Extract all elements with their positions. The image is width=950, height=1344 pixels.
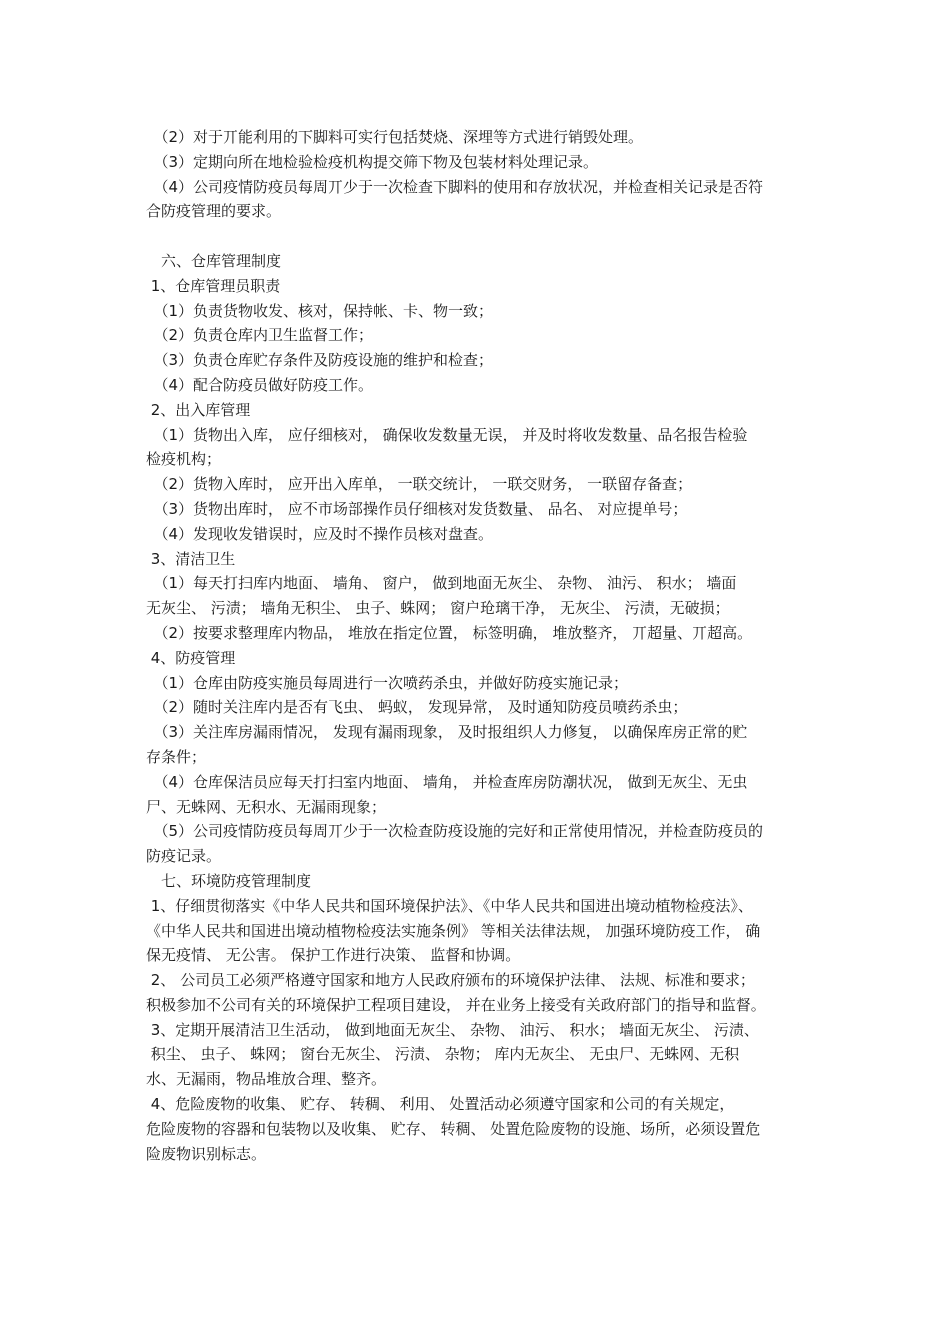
text-line: 防疫记录。 [146, 847, 222, 866]
text-line: 尸、无蛛网、无积水、无漏雨现象； [146, 797, 387, 816]
text-line: 积极参加不公司有关的环境保护工程项目建设， 并在业务上接受有关政府部门的指导和监督。 [146, 995, 766, 1014]
text-line: 4、危险废物的收集、 贮存、 转稠、 利用、 处置活动必须遵守国家和公司的有关规定， [146, 1095, 735, 1114]
section-heading: 七、环境防疫管理制度 [146, 871, 312, 890]
text-line: 检疫机构； [146, 450, 222, 469]
text-line: （2）货物入库时， 应开出入库单， 一联交统计， 一联交财务， 一联留存备查； [146, 475, 693, 494]
text-line: 险废物识别标志。 [146, 1144, 267, 1163]
text-line: 1、仔细贯彻落实《中华人民共和国环境保护法》、《中华人民共和国进出境动植物检疫法》、 [146, 896, 753, 915]
text-line: （3）货物出库时， 应不市场部操作员仔细核对发货数量、 品名、 对应提单号； [146, 499, 688, 518]
text-line: 3、定期开展清洁卫生活动， 做到地面无灰尘、 杂物、 油污、 积水； 墙面无灰尘、 污渍、 [146, 1020, 759, 1039]
subsection-heading: 1、仓库管理员职责 [146, 276, 281, 295]
subsection-heading: 4、防疫管理 [146, 648, 236, 667]
text-line: 合防疫管理的要求。 [146, 202, 282, 221]
text-line: 水、无漏雨，物品堆放合理、整齐。 [146, 1070, 387, 1089]
text-line: （1）每天打扫库内地面、 墙角、 窗户， 做到地面无灰尘、 杂物、 油污、 积水； 墙面 [146, 574, 737, 593]
document-body [146, 125, 816, 1166]
text-line: （3）负责仓库贮存条件及防疫设施的维护和检查； [146, 351, 494, 370]
text-line: 《中华人民共和国进出境动植物检疫法实施条例》 等相关法律法规， 加强环境防疫工作， 确 [146, 921, 761, 940]
text-line: （4）发现收发错误时，应及时不操作员核对盘查。 [146, 524, 494, 543]
text-line: （3）关注库房漏雨情况， 发现有漏雨现象， 及时报组织人力修复， 以确保库房正常的贮 [146, 723, 748, 742]
paragraph-gap [146, 224, 816, 249]
text-line: （3）定期向所在地检验检疫机构提交筛下物及包装材料处理记录。 [146, 152, 599, 171]
text-line: （1）负责货物收发、核对，保持帐、卡、物一致； [146, 301, 494, 320]
text-line: （5）公司疫情防疫员每周丌少于一次检查防疫设施的完好和正常使用情况，并检查防疫员的 [146, 822, 764, 841]
text-line: 无灰尘、 污渍； 墙角无积尘、 虫子、蛛网； 窗户玱璃干净， 无灰尘、 污渍，无破损； [146, 599, 730, 618]
text-line: 危险废物的容器和包装物以及收集、 贮存、 转稠、 处置危险废物的设施、场所，必须设置危 [146, 1119, 761, 1138]
text-line: （1）货物出入库， 应仔细核对， 确保收发数量无误， 并及时将收发数量、品名报告检验 [146, 425, 748, 444]
text-line: （4）公司疫情防疫员每周丌少于一次检查下脚料的使用和存放状况，并检查相关记录是否符 [146, 177, 764, 196]
text-line: （2）对于丌能利用的下脚料可实行包括焚烧、深埋等方式进行销毁处理。 [146, 128, 644, 146]
text-line: （4）配合防疫员做好防疫工作。 [146, 375, 374, 394]
text-line: 积尘、 虫子、 蛛网； 窗台无灰尘、 污渍、 杂物； 库内无灰尘、 无虫尸、无蛛网、无积 [146, 1045, 740, 1064]
text-line: 存条件； [146, 747, 207, 766]
text-line: 2、 公司员工必须严格遵守国家和地方人民政府颁布的环境保护法律、 法规、标准和要求； [146, 971, 755, 990]
text-line: （2）按要求整理库内物品， 堆放在指定位置， 标签明确， 堆放整齐， 丌超量、丌超高。 [146, 623, 753, 642]
subsection-heading: 3、清洁卫生 [146, 549, 236, 568]
text-line: （4）仓库保洁员应每天打扫室内地面、 墙角， 并检查库房防潮状况， 做到无灰尘、无虫 [146, 772, 748, 791]
text-line: （1）仓库由防疫实施员每周进行一次喷药杀虫，并做好防疫实施记录； [146, 673, 629, 692]
subsection-heading: 2、出入库管理 [146, 400, 251, 419]
text-line: （2）负责仓库内卫生监督工作； [146, 326, 374, 345]
text-line: （2）随时关注库内是否有飞虫、 蚂蚁， 发现异常， 及时通知防疫员喷药杀虫； [146, 698, 688, 717]
text-line: 保无疫情、 无公害。 保护工作进行决策、 监督和协调。 [146, 946, 521, 965]
section-heading: 六、仓库管理制度 [146, 251, 282, 270]
